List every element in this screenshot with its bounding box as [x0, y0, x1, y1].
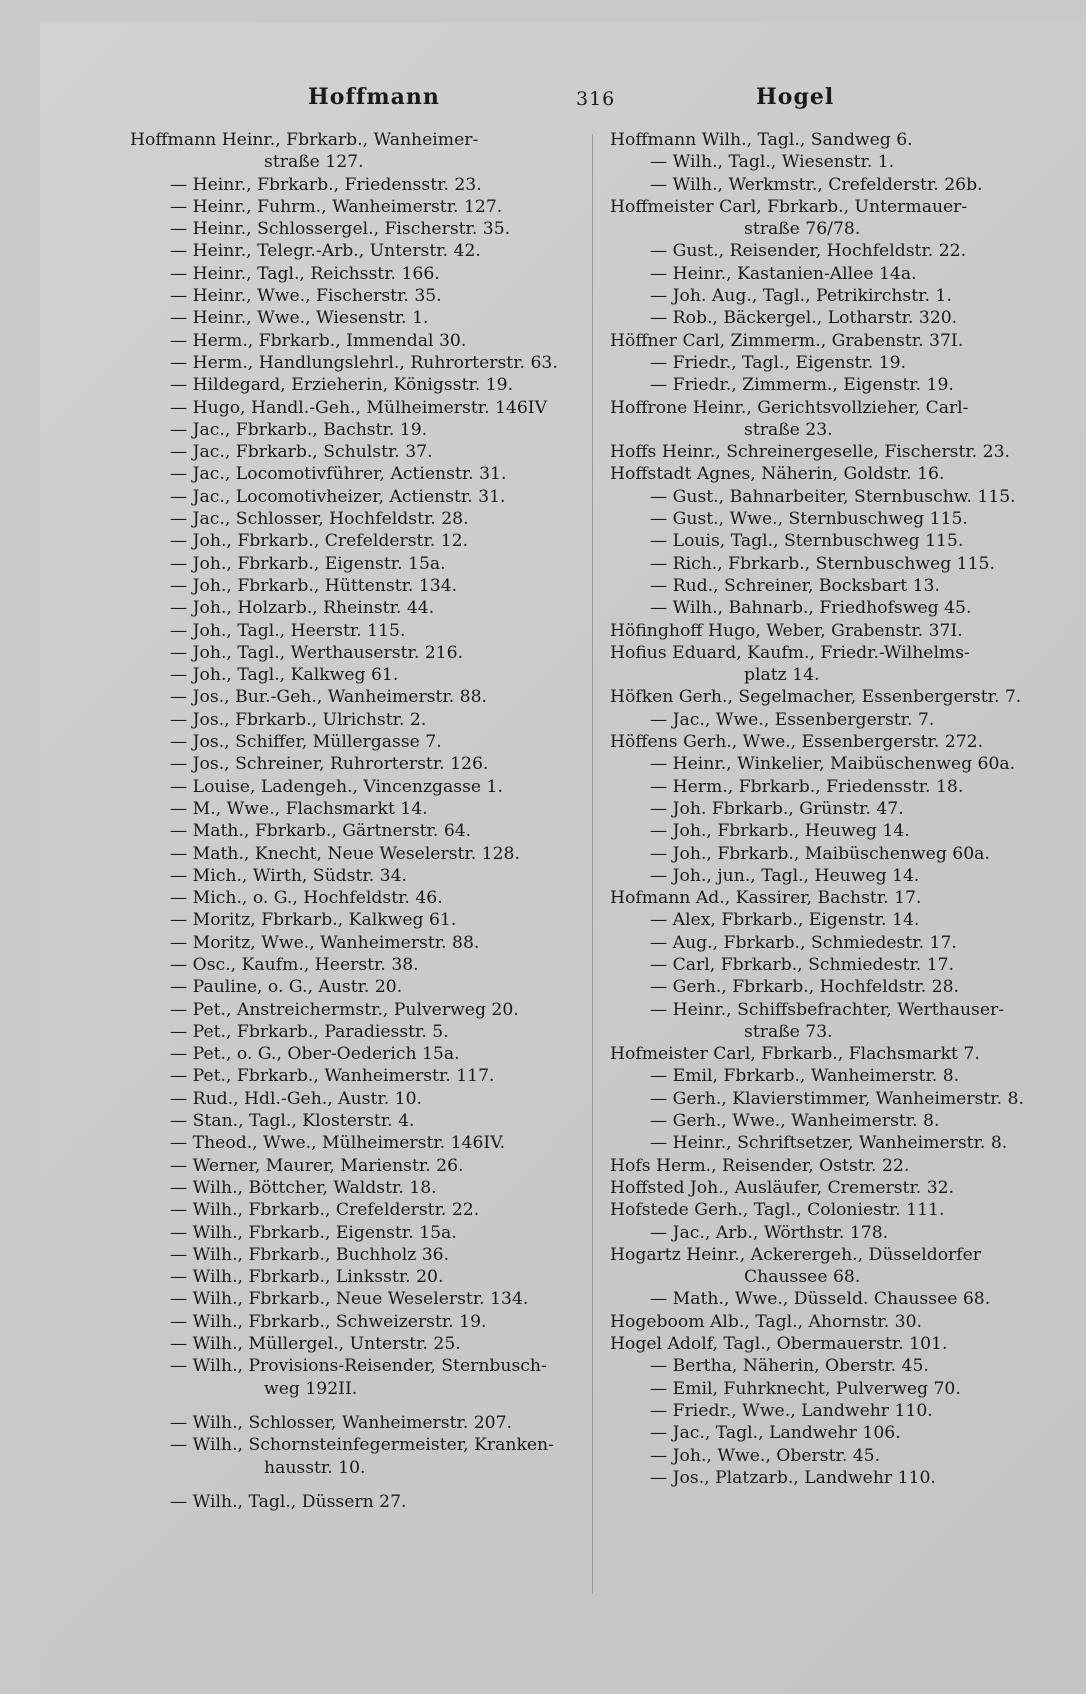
sub-entry: — Wilh., Fbrkarb., Schweizerstr. 19. [170, 1311, 487, 1332]
sub-entry: — Wilh., Müllergel., Unterstr. 25. [170, 1334, 461, 1355]
sub-entry: — Herm., Fbrkarb., Immendal 30. [170, 330, 467, 351]
sub-entry: — Heinr., Tagl., Reichsstr. 166. [170, 263, 440, 284]
sub-entry: — Wilh., Bahnarb., Friedhofsweg 45. [650, 598, 972, 619]
sub-entry: — Jos., Fbrkarb., Ulrichstr. 2. [170, 709, 427, 730]
sub-entry: — Jac., Arb., Wörthstr. 178. [650, 1222, 889, 1243]
sub-entry: — Theod., Wwe., Mülheimerstr. 146IV. [170, 1133, 506, 1154]
directory-entry: Hofs Herm., Reisender, Oststr. 22. [610, 1155, 910, 1176]
directory-entry: Hoffmeister Carl, Fbrkarb., Untermauer- [610, 196, 968, 217]
entry-continuation: platz 14. [744, 665, 820, 686]
sub-entry: — Math., Knecht, Neue Weselerstr. 128. [170, 843, 520, 864]
entry-continuation: hausstr. 10. [264, 1457, 366, 1478]
sub-entry: — Jos., Schreiner, Ruhrorterstr. 126. [170, 754, 489, 775]
sub-entry: — Friedr., Zimmerm., Eigenstr. 19. [650, 375, 954, 396]
entry-gap [130, 1400, 610, 1412]
sub-entry: — Louise, Ladengeh., Vincenzgasse 1. [170, 776, 503, 797]
sub-entry: — Emil, Fbrkarb., Wanheimerstr. 8. [650, 1066, 960, 1087]
directory-entry: Hogartz Heinr., Ackerergeh., Düsseldorfer [610, 1244, 982, 1265]
sub-entry: — Emil, Fuhrknecht, Pulverweg 70. [650, 1378, 961, 1399]
sub-entry: — Hugo, Handl.-Geh., Mülheimerstr. 146IV [170, 397, 547, 418]
sub-entry: — Math., Wwe., Düsseld. Chaussee 68. [650, 1289, 991, 1310]
header-right-keyword: Hogel [756, 84, 835, 110]
sub-entry: — Wilh., Provisions-Reisender, Sternbusch- [170, 1356, 547, 1377]
sub-entry: — Heinr., Fbrkarb., Friedensstr. 23. [170, 174, 482, 195]
sub-entry: — Jac., Locomotivführer, Actienstr. 31. [170, 464, 507, 485]
directory-entry: Höffens Gerh., Wwe., Essenbergerstr. 272. [610, 732, 984, 753]
sub-entry: — Friedr., Tagl., Eigenstr. 19. [650, 352, 907, 373]
sub-entry: — Jos., Platzarb., Landwehr 110. [650, 1467, 936, 1488]
sub-entry: — Wilh., Fbrkarb., Crefelderstr. 22. [170, 1200, 480, 1221]
directory-page [40, 22, 1086, 1694]
directory-entry: Höfken Gerh., Segelmacher, Essenbergerstr. 7. [610, 687, 1022, 708]
sub-entry: — Wilh., Fbrkarb., Neue Weselerstr. 134. [170, 1289, 529, 1310]
sub-entry: — Jac., Fbrkarb., Schulstr. 37. [170, 442, 433, 463]
sub-entry: — Math., Fbrkarb., Gärtnerstr. 64. [170, 821, 472, 842]
sub-entry: — Gust., Wwe., Sternbuschweg 115. [650, 509, 968, 530]
sub-entry: — Moritz, Wwe., Wanheimerstr. 88. [170, 932, 480, 953]
sub-entry: — Pet., Anstreichermstr., Pulverweg 20. [170, 999, 519, 1020]
sub-entry: — Heinr., Schlossergel., Fischerstr. 35. [170, 219, 511, 240]
sub-entry: — Heinr., Winkelier, Maibüschenweg 60a. [650, 754, 1016, 775]
directory-entry: Hogeboom Alb., Tagl., Ahornstr. 30. [610, 1311, 922, 1332]
sub-entry: — Joh. Fbrkarb., Grünstr. 47. [650, 798, 904, 819]
sub-entry: — Heinr., Telegr.-Arb., Unterstr. 42. [170, 241, 481, 262]
entry-continuation: straße 127. [264, 152, 364, 173]
sub-entry: — Carl, Fbrkarb., Schmiedestr. 17. [650, 954, 955, 975]
directory-entry: Hoffmann Wilh., Tagl., Sandweg 6. [610, 130, 913, 150]
column-divider [592, 134, 593, 1594]
directory-entry: Hofmann Ad., Kassirer, Bachstr. 17. [610, 888, 922, 909]
sub-entry: — Bertha, Näherin, Oberstr. 45. [650, 1356, 929, 1377]
sub-entry: — Louis, Tagl., Sternbuschweg 115. [650, 531, 964, 552]
sub-entry: — Pet., Fbrkarb., Wanheimerstr. 117. [170, 1066, 495, 1087]
sub-entry: — Rud., Schreiner, Bocksbart 13. [650, 575, 940, 596]
sub-entry: — Joh., Fbrkarb., Hüttenstr. 134. [170, 575, 458, 596]
sub-entry: — Aug., Fbrkarb., Schmiedestr. 17. [650, 932, 957, 953]
sub-entry: — Gerh., Wwe., Wanheimerstr. 8. [650, 1111, 940, 1132]
sub-entry: — Wilh., Tagl., Wiesenstr. 1. [650, 152, 895, 173]
sub-entry: — Jac., Wwe., Essenbergerstr. 7. [650, 709, 935, 730]
sub-entry: — Joh., Tagl., Kalkweg 61. [170, 665, 399, 686]
entry-continuation: straße 23. [744, 419, 833, 440]
left-column [130, 129, 610, 1513]
entry-continuation: Chaussee 68. [744, 1267, 861, 1288]
sub-entry: — Wilh., Werkmstr., Crefelderstr. 26b. [650, 174, 983, 195]
directory-entry: Hofius Eduard, Kaufm., Friedr.-Wilhelms- [610, 642, 970, 663]
directory-entry: Hoffs Heinr., Schreinergeselle, Fischerstr. 23. [610, 442, 1010, 463]
sub-entry: — Joh., Tagl., Werthauserstr. 216. [170, 642, 464, 663]
sub-entry: — Rud., Hdl.-Geh., Austr. 10. [170, 1088, 422, 1109]
sub-entry: — Pet., o. G., Ober-Oederich 15a. [170, 1044, 460, 1065]
sub-entry: — Joh., Fbrkarb., Eigenstr. 15a. [170, 553, 446, 574]
sub-entry: — Heinr., Wwe., Wiesenstr. 1. [170, 308, 429, 329]
directory-entry: Hoffstadt Agnes, Näherin, Goldstr. 16. [610, 464, 945, 485]
sub-entry: — Heinr., Schiffsbefrachter, Werthauser- [650, 999, 1005, 1020]
sub-entry: — M., Wwe., Flachsmarkt 14. [170, 798, 428, 819]
sub-entry: — Joh., Wwe., Oberstr. 45. [650, 1445, 881, 1466]
page-number: 316 [576, 88, 616, 110]
sub-entry: — Joh., Fbrkarb., Maibüschenweg 60a. [650, 843, 990, 864]
sub-entry: — Wilh., Schornsteinfegermeister, Kranken- [170, 1435, 554, 1456]
sub-entry: — Joh. Aug., Tagl., Petrikirchstr. 1. [650, 286, 952, 307]
sub-entry: — Jac., Tagl., Landwehr 106. [650, 1423, 901, 1444]
sub-entry: — Wilh., Fbrkarb., Linksstr. 20. [170, 1267, 444, 1288]
sub-entry: — Heinr., Schriftsetzer, Wanheimerstr. 8. [650, 1133, 1008, 1154]
sub-entry: — Moritz, Fbrkarb., Kalkweg 61. [170, 910, 457, 931]
sub-entry: — Jos., Bur.-Geh., Wanheimerstr. 88. [170, 687, 487, 708]
sub-entry: — Jac., Fbrkarb., Bachstr. 19. [170, 419, 428, 440]
sub-entry: — Gust., Bahnarbeiter, Sternbuschw. 115. [650, 486, 1016, 507]
sub-entry: — Joh., Fbrkarb., Heuweg 14. [650, 821, 910, 842]
sub-entry: — Jac., Schlosser, Hochfeldstr. 28. [170, 509, 469, 530]
sub-entry: — Wilh., Fbrkarb., Buchholz 36. [170, 1244, 450, 1265]
directory-entry: Höfinghoff Hugo, Weber, Grabenstr. 37I. [610, 620, 963, 641]
directory-entry: Hoffrone Heinr., Gerichtsvollzieher, Carl- [610, 397, 969, 418]
sub-entry: — Wilh., Fbrkarb., Eigenstr. 15a. [170, 1222, 457, 1243]
header-left-keyword: Hoffmann [308, 84, 440, 110]
sub-entry: — Mich., Wirth, Südstr. 34. [170, 865, 407, 886]
sub-entry: — Stan., Tagl., Klosterstr. 4. [170, 1111, 415, 1132]
sub-entry: — Mich., o. G., Hochfeldstr. 46. [170, 888, 443, 909]
sub-entry: — Gerh., Fbrkarb., Hochfeldstr. 28. [650, 977, 960, 998]
sub-entry: — Joh., Holzarb., Rheinstr. 44. [170, 598, 435, 619]
right-column [610, 129, 1080, 1489]
sub-entry: — Herm., Fbrkarb., Friedensstr. 18. [650, 776, 964, 797]
directory-entry: Höffner Carl, Zimmerm., Grabenstr. 37I. [610, 330, 964, 351]
sub-entry: — Werner, Maurer, Marienstr. 26. [170, 1155, 464, 1176]
entry-gap [130, 1479, 610, 1491]
directory-entry: Hoffmann Heinr., Fbrkarb., Wanheimer- [130, 130, 479, 150]
sub-entry: — Jos., Schiffer, Müllergasse 7. [170, 732, 442, 753]
sub-entry: — Wilh., Böttcher, Waldstr. 18. [170, 1177, 437, 1198]
sub-entry: — Heinr., Wwe., Fischerstr. 35. [170, 286, 442, 307]
sub-entry: — Hildegard, Erzieherin, Königsstr. 19. [170, 375, 514, 396]
directory-entry: Hoffsted Joh., Ausläufer, Cremerstr. 32. [610, 1177, 955, 1198]
directory-entry: Hofstede Gerh., Tagl., Coloniestr. 111. [610, 1200, 945, 1221]
sub-entry: — Heinr., Kastanien-Allee 14a. [650, 263, 917, 284]
sub-entry: — Wilh., Schlosser, Wanheimerstr. 207. [170, 1412, 513, 1433]
entry-continuation: straße 76/78. [744, 219, 861, 240]
sub-entry: — Osc., Kaufm., Heerstr. 38. [170, 954, 419, 975]
page-header [40, 22, 1086, 122]
sub-entry: — Heinr., Fuhrm., Wanheimerstr. 127. [170, 196, 503, 217]
directory-entry: Hogel Adolf, Tagl., Obermauerstr. 101. [610, 1334, 948, 1355]
sub-entry: — Joh., Fbrkarb., Crefelderstr. 12. [170, 531, 469, 552]
entry-continuation: straße 73. [744, 1021, 833, 1042]
sub-entry: — Joh., Tagl., Heerstr. 115. [170, 620, 406, 641]
sub-entry: — Pauline, o. G., Austr. 20. [170, 977, 403, 998]
sub-entry: — Joh., jun., Tagl., Heuweg 14. [650, 865, 920, 886]
sub-entry: — Rob., Bäckergel., Lotharstr. 320. [650, 308, 958, 329]
sub-entry: — Herm., Handlungslehrl., Ruhrorterstr. 63. [170, 352, 558, 373]
sub-entry: — Pet., Fbrkarb., Paradiesstr. 5. [170, 1021, 449, 1042]
sub-entry: — Alex, Fbrkarb., Eigenstr. 14. [650, 910, 920, 931]
sub-entry: — Gerh., Klavierstimmer, Wanheimerstr. 8. [650, 1088, 1024, 1109]
sub-entry: — Jac., Locomotivheizer, Actienstr. 31. [170, 486, 506, 507]
sub-entry: — Friedr., Wwe., Landwehr 110. [650, 1400, 933, 1421]
sub-entry: — Rich., Fbrkarb., Sternbuschweg 115. [650, 553, 995, 574]
directory-entry: Hofmeister Carl, Fbrkarb., Flachsmarkt 7. [610, 1044, 980, 1065]
sub-entry: — Gust., Reisender, Hochfeldstr. 22. [650, 241, 967, 262]
sub-entry: — Wilh., Tagl., Düssern 27. [170, 1491, 407, 1512]
entry-continuation: weg 192II. [264, 1378, 358, 1399]
